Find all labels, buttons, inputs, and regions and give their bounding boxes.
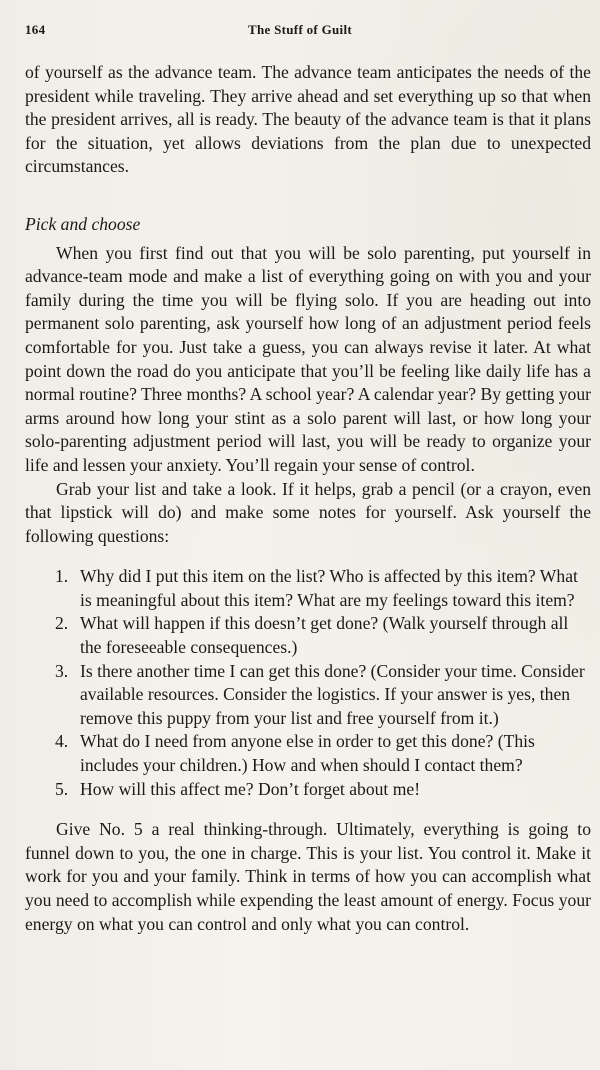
- questions-list: [25, 565, 591, 801]
- paragraph-give-no-5: Give No. 5 a real thinking-through. Ultimately, everything is going to funnel down to you, the one in charge. This is your list. You control it. Make it work for you and your family. Think in terms of how you can accomplish what you need to accomplish while expending the least amount of energy. Focus your energy on what you can control and only what you can control.: [25, 819, 591, 934]
- question-number: 2.: [55, 613, 69, 634]
- question-number: 3.: [55, 660, 69, 681]
- paragraph-grab-list: Grab your list and take a look. If it helps, grab a pencil (or a crayon, even that lipstick will do) and make some notes for yourself. Ask yourself the following questions:: [25, 478, 591, 546]
- paragraph-advance-team: of yourself as the advance team. The advance team anticipates the needs of the president while traveling. They arrive ahead and set everything up so that when the president arrives, all is ready. The beauty of the advance team is that it plans for the situation, yet allows deviations from the plan due to unexpected circumstances.: [25, 62, 591, 177]
- question-item: [25, 612, 591, 659]
- question-item: [25, 660, 591, 731]
- page-number: 164: [25, 22, 46, 37]
- question-number: 1.: [55, 566, 69, 587]
- question-text: Is there another time I can get this done? (Consider your time. Consider available resources. Consider the logistics. If your answer is yes, then remove this puppy from your list and free yourself from it.): [80, 660, 585, 728]
- paragraph-solo-parenting: When you first find out that you will be solo parenting, put yourself in advance-team mode and make a list of everything going on with you and your family during the time you will be flying solo. If you are heading out into permanent solo parenting, ask yourself how long of an adjustment period feels comfortable for you. Just take a guess, you can always revise it later. At what point down the road do you anticipate that you’ll be feeling like daily life has a normal routine? Three months? A school year? A calendar year? By getting your arms around how long your stint as a solo parent will last, or how long your solo-parenting adjustment period will last, you will be ready to organize your life and lessen your anxiety. You’ll regain your sense of control.: [25, 242, 591, 475]
- section-heading: Pick and choose: [25, 213, 141, 234]
- question-text: What will happen if this doesn’t get done? (Walk yourself through all the foreseeable consequences.): [80, 613, 569, 658]
- question-text: Why did I put this item on the list? Who is affected by this item? What is meaningful about this item? What are my feelings toward this item?: [80, 566, 578, 610]
- question-item: [25, 730, 591, 777]
- question-item: [25, 565, 591, 612]
- running-head-title: The Stuff of Guilt: [248, 22, 352, 37]
- body-text: [25, 61, 591, 936]
- question-item: [25, 778, 591, 802]
- question-number: 4.: [55, 731, 69, 752]
- question-number: 5.: [55, 778, 69, 799]
- running-head: [25, 22, 575, 42]
- question-text: How will this affect me? Don’t forget about me!: [80, 778, 421, 799]
- question-text: What do I need from anyone else in order to get this done? (This includes your children.) How and when should I contact them?: [80, 731, 535, 776]
